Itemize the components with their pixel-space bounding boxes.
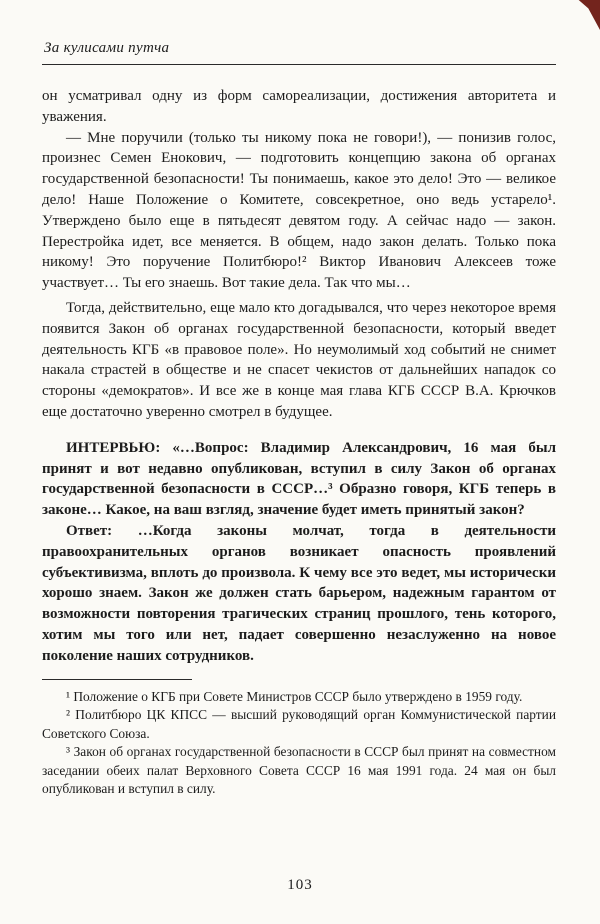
header-rule	[42, 64, 556, 65]
body-text	[42, 86, 556, 667]
footnote-1: ¹ Положение о КГБ при Совете Министров СССР было утверждено в 1959 году.	[66, 688, 523, 704]
paragraph-interview-question: ИНТЕРВЬЮ: «…Вопрос: Владимир Александрович, 16 мая был принят и вот недавно опубликован, вступил в силу Закон об органах государственной безопасности в СССР…³ Образно говоря, КГБ теперь в законе… Какое, на ваш взгляд, значение будет иметь принятый закон?	[42, 439, 556, 519]
paragraph-dialogue: — Мне поручили (только ты никому пока не говори!), — понизив голос, произнес Семен Енокович, — подготовить концепцию закона об органах государственной безопасности! Ты понимаешь, какое это дело! Это — великое дело! Наше Положение о Комитете, совсекретное, оно ведь устарело¹. Утверждено было еще в пятьдесят девятом году. А сейчас надо — закон. Перестройка идет, все меняется. В общем, надо закон делать. Только пока никому! Это поручение Политбюро!² Виктор Иванович Алексеев тоже участвует… Ты его знаешь. Вот такие дела. Так что мы…	[42, 129, 556, 292]
page-footer	[42, 679, 556, 893]
paragraph-continuation: он усматривал одну из форм самореализации, достижения авторитета и уважения.	[42, 88, 556, 125]
paragraph-interview-answer: Ответ: …Когда законы молчат, тогда в деятельности правоохранительных органов возникает опасность проявлений субъективизма, вплоть до произвола. К чему все это ведет, мы исторически хорошо знаем. Закон же должен стать барьером, надежным гарантом от возможности повторения трагических страниц прошлого, тень которого, хотим мы того или нет, падает совершенно незаслуженно на новое поколение наших сотрудников.	[42, 522, 556, 664]
running-header-title: За кулисами путча	[44, 40, 170, 56]
footnote-separator-rule	[42, 679, 192, 680]
footnotes-block	[42, 688, 556, 800]
page-number: 103	[287, 877, 313, 893]
footnote-2: ² Политбюро ЦК КПСС — высший руководящий орган Коммунистической партии Советского Союза.	[42, 707, 556, 741]
page-header	[42, 40, 556, 65]
scan-corner-artifact	[574, 0, 600, 30]
footnote-3: ³ Закон об органах государственной безопасности в СССР был принят на совместном заседании обеих палат Верховного Совета СССР 16 мая 1991 года. 24 мая он был опубликован и вступил в силу.	[42, 744, 556, 797]
paragraph-narrative: Тогда, действительно, еще мало кто догадывался, что через некоторое время появится Закон об органах государственной безопасности, который введет деятельность КГБ «в правовое поле». Но неумолимый ход событий не снимет накала страстей в обществе и не спасет чекистов от дальнейших нападок со стороны «демократов». И все же в конце мая глава КГБ СССР В.А. Крючков еще достаточно уверенно смотрел в будущее.	[42, 299, 556, 420]
